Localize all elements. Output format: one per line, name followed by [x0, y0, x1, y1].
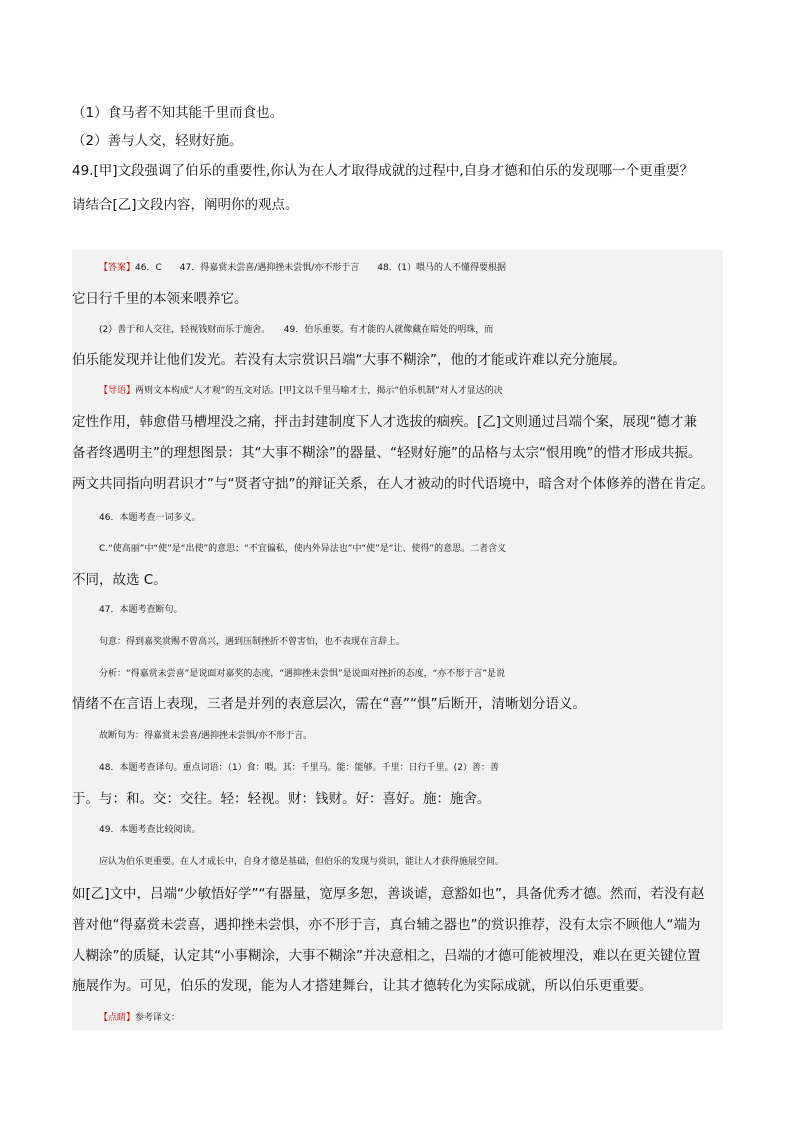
answer-text: 46．C 47．得嘉赏未尝喜/遇抑挫未尝惧/亦不形于言 48．(1）喂马的人不懂得要根据 — [135, 263, 506, 273]
guide-tag: 【导语】 — [99, 386, 136, 396]
analysis-49-line: 如[乙]文中，吕端“少敏悟好学”“有器量，宽厚多恕，善谈谑，意豁如也”，具备优秀才德。然而，若没有赵 — [72, 886, 705, 902]
answer-line: (2）善于和人交往，轻视钱财而乐于施舍。 49．伯乐重要。有才能的人就像藏在暗处的明珠，而 — [99, 325, 494, 335]
analysis-48-line: 于。与：和。交：交往。轻：轻视。财：钱财。好：喜好。施：施舍。 — [72, 791, 491, 807]
answer-line — [72, 258, 750, 278]
guide-line — [72, 381, 750, 401]
guide-line: 定性作用，韩愈借马槽埋没之痛，抨击封建制度下人才选拔的痼疾。[乙]文则通过吕端个案，展现“德才兼 — [72, 414, 698, 430]
analysis-47-line: 分析：“得嘉赏未尝喜”是说面对嘉奖的态度，“遇抑挫未尝惧”是说面对挫折的态度，“亦不形于言”是说 — [99, 669, 505, 679]
analysis-49-line: 人糊涂”的质疑，认定其“小事糊涂，大事不糊涂”并决意相之，吕端的才德可能被埋没，难以在更关键位置 — [72, 948, 701, 964]
answer-line: 它日行千里的本领来喂养它。 — [72, 291, 248, 307]
analysis-47-line: 句意：得到嘉奖赏赐不曾高兴，遇到压制挫折不曾害怕，也不表现在言辞上。 — [99, 637, 406, 647]
question-48-item-1: （1）食马者不知其能千里而食也。 — [72, 105, 284, 121]
answer-tag: 【答案】 — [99, 263, 136, 273]
answer-line: 伯乐能发现并让他们发光。若没有太宗赏识吕端“大事不糊涂”，他的才能或许难以充分施展。 — [72, 352, 626, 368]
analysis-49-line: 应认为伯乐更重要。在人才成长中，自身才德是基础，但伯乐的发现与赏识，能让人才获得施展空间。 — [99, 857, 505, 867]
guide-line: 两文共同指向明君识才”与“贤者守拙”的辩证关系，在人才被动的时代语境中，暗含对个体修养的潜在肯定。 — [72, 476, 714, 492]
point-tag: 【点睛】 — [99, 1013, 136, 1023]
analysis-47-line: 情绪不在言语上表现，三者是并列的表意层次，需在“喜”“惧”后断开，清晰划分语义。 — [72, 696, 586, 712]
point-text: 参考译文： — [135, 1013, 181, 1023]
guide-text: 两则文本构成“人才观”的互文对话。[甲]文以千里马喻才士，揭示“伯乐机制”对人才显达的决 — [135, 386, 503, 396]
analysis-46-line: 不同，故选 C。 — [72, 572, 167, 588]
guide-line: 备者终遇明主”的理想图景：其“大事不糊涂”的器量、“轻财好施”的品格与太宗“恨用晚”的惜才形成共振。 — [72, 445, 702, 461]
analysis-47-title: 47．本题考查断句。 — [99, 605, 183, 615]
question-48-item-2: （2）善与人交，轻财好施。 — [72, 133, 243, 149]
point-line — [72, 1008, 750, 1028]
analysis-48-line: 48．本题考查译句。重点词语：（1）食：喂。其：千里马。能：能够。千里：日行千里。(2）善：善 — [99, 763, 499, 773]
analysis-47-line: 故断句为：得嘉赏未尝喜/遇抑挫未尝惧/亦不形于言。 — [99, 731, 313, 741]
analysis-49-line: 施展作为。可见，伯乐的发现，能为人才搭建舞台，让其才德转化为实际成就，所以伯乐更重要。 — [72, 978, 653, 994]
analysis-49-line: 普对他“得嘉赏未尝喜，遇抑挫未尝惧，亦不形于言，真台辅之器也”的赏识推荐，没有太宗不顾他人“端为 — [72, 917, 701, 933]
analysis-49-title: 49．本题考查比较阅读。 — [99, 825, 201, 835]
question-49-prompt: 49.[甲]文段强调了伯乐的重要性,你认为在人才取得成就的过程中,自身才德和伯乐的发现哪一个更重要？ — [72, 163, 694, 179]
analysis-46-line: C.“使高丽”中“使”是“出使”的意思；“不宜偏私，使内外异法也”中“使”是“让、使得”的意思。二者含义 — [99, 544, 507, 554]
question-49-instruction: 请结合[乙]文段内容，阐明你的观点。 — [72, 197, 299, 213]
analysis-46-title: 46．本题考查一词多义。 — [99, 513, 201, 523]
